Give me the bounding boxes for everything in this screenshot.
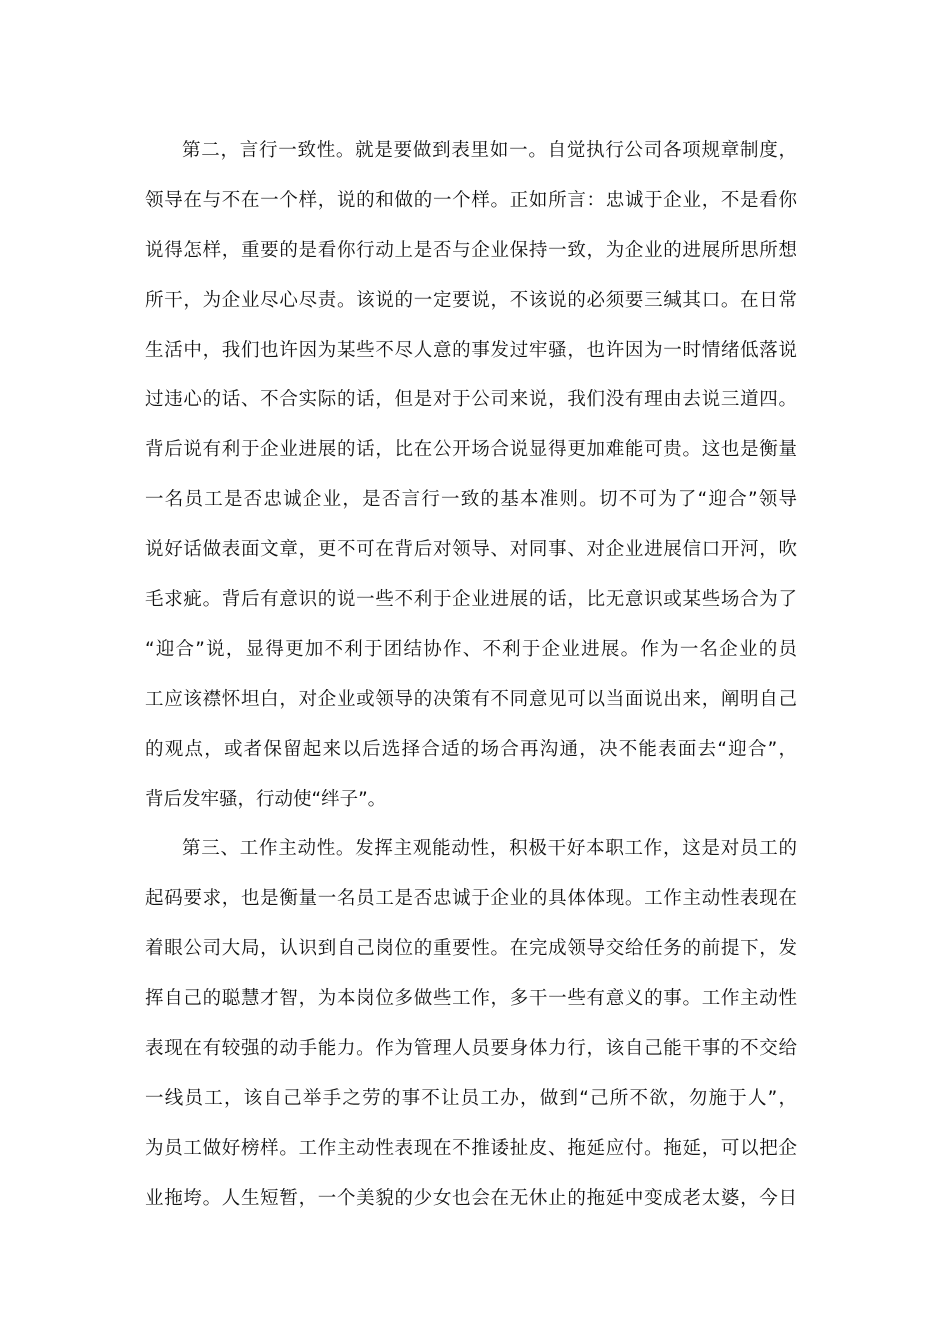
paragraph-line: 生活中，我们也许因为某些不尽人意的事发过牢骚，也许因为一时情绪低落说 (145, 339, 797, 361)
paragraph-line: 说得怎样，重要的是看你行动上是否与企业保持一致，为企业的进展所思所想 (145, 239, 797, 261)
paragraph-line: 一名员工是否忠诚企业，是否言行一致的基本准则。切不可为了“迎合”领导 (145, 489, 797, 511)
paragraph-line: 过违心的话、不合实际的话，但是对于公司来说，我们没有理由去说三道四。 (145, 389, 797, 411)
paragraph-line: 为员工做好榜样。工作主动性表现在不推诿扯皮、拖延应付。拖延，可以把企 (145, 1137, 797, 1159)
paragraph-line: 背后发牢骚，行动使“绊子”。 (145, 788, 387, 810)
paragraph-line: 一线员工，该自己举手之劳的事不让员工办，做到“己所不欲，勿施于人”， (145, 1087, 797, 1109)
paragraph-line: 业拖垮。人生短暂，一个美貌的少女也会在无休止的拖延中变成老太婆，今日 (145, 1187, 797, 1209)
body-text (145, 126, 797, 1224)
paragraph-line: 表现在有较强的动手能力。作为管理人员要身体力行，该自己能干事的不交给 (145, 1038, 797, 1060)
paragraph-line: 领导在与不在一个样，说的和做的一个样。正如所言：忠诚于企业，不是看你 (145, 189, 797, 211)
paragraph-line: 着眼公司大局，认识到自己岗位的重要性。在完成领导交给任务的前提下，发 (145, 938, 797, 960)
paragraph-line: 所干，为企业尽心尽责。该说的一定要说，不该说的必须要三缄其口。在日常 (145, 289, 797, 311)
paragraph-line: 工应该襟怀坦白，对企业或领导的决策有不同意见可以当面说出来，阐明自己 (145, 688, 797, 710)
paragraph-line: 起码要求，也是衡量一名员工是否忠诚于企业的具体体现。工作主动性表现在 (145, 888, 797, 910)
paragraph-line: “迎合”说，显得更加不利于团结协作、不利于企业进展。作为一名企业的员 (145, 638, 797, 660)
paragraph-line: 毛求疵。背后有意识的说一些不利于企业进展的话，比无意识或某些场合为了 (145, 589, 797, 611)
paragraph-line: 挥自己的聪慧才智，为本岗位多做些工作，多干一些有意义的事。工作主动性 (145, 988, 797, 1010)
paragraph-line: 第二，言行一致性。就是要做到表里如一。自觉执行公司各项规章制度， (182, 140, 797, 161)
paragraph-line: 说好话做表面文章，更不可在背后对领导、对同事、对企业进展信口开河，吹 (145, 539, 797, 561)
paragraph-line: 第三、工作主动性。发挥主观能动性，积极干好本职工作，这是对员工的 (182, 838, 797, 860)
paragraph-line: 的观点，或者保留起来以后选择合适的场合再沟通，决不能表面去“迎合”， (145, 738, 797, 760)
paragraph-line: 背后说有利于企业进展的话，比在公开场合说显得更加难能可贵。这也是衡量 (145, 439, 797, 461)
